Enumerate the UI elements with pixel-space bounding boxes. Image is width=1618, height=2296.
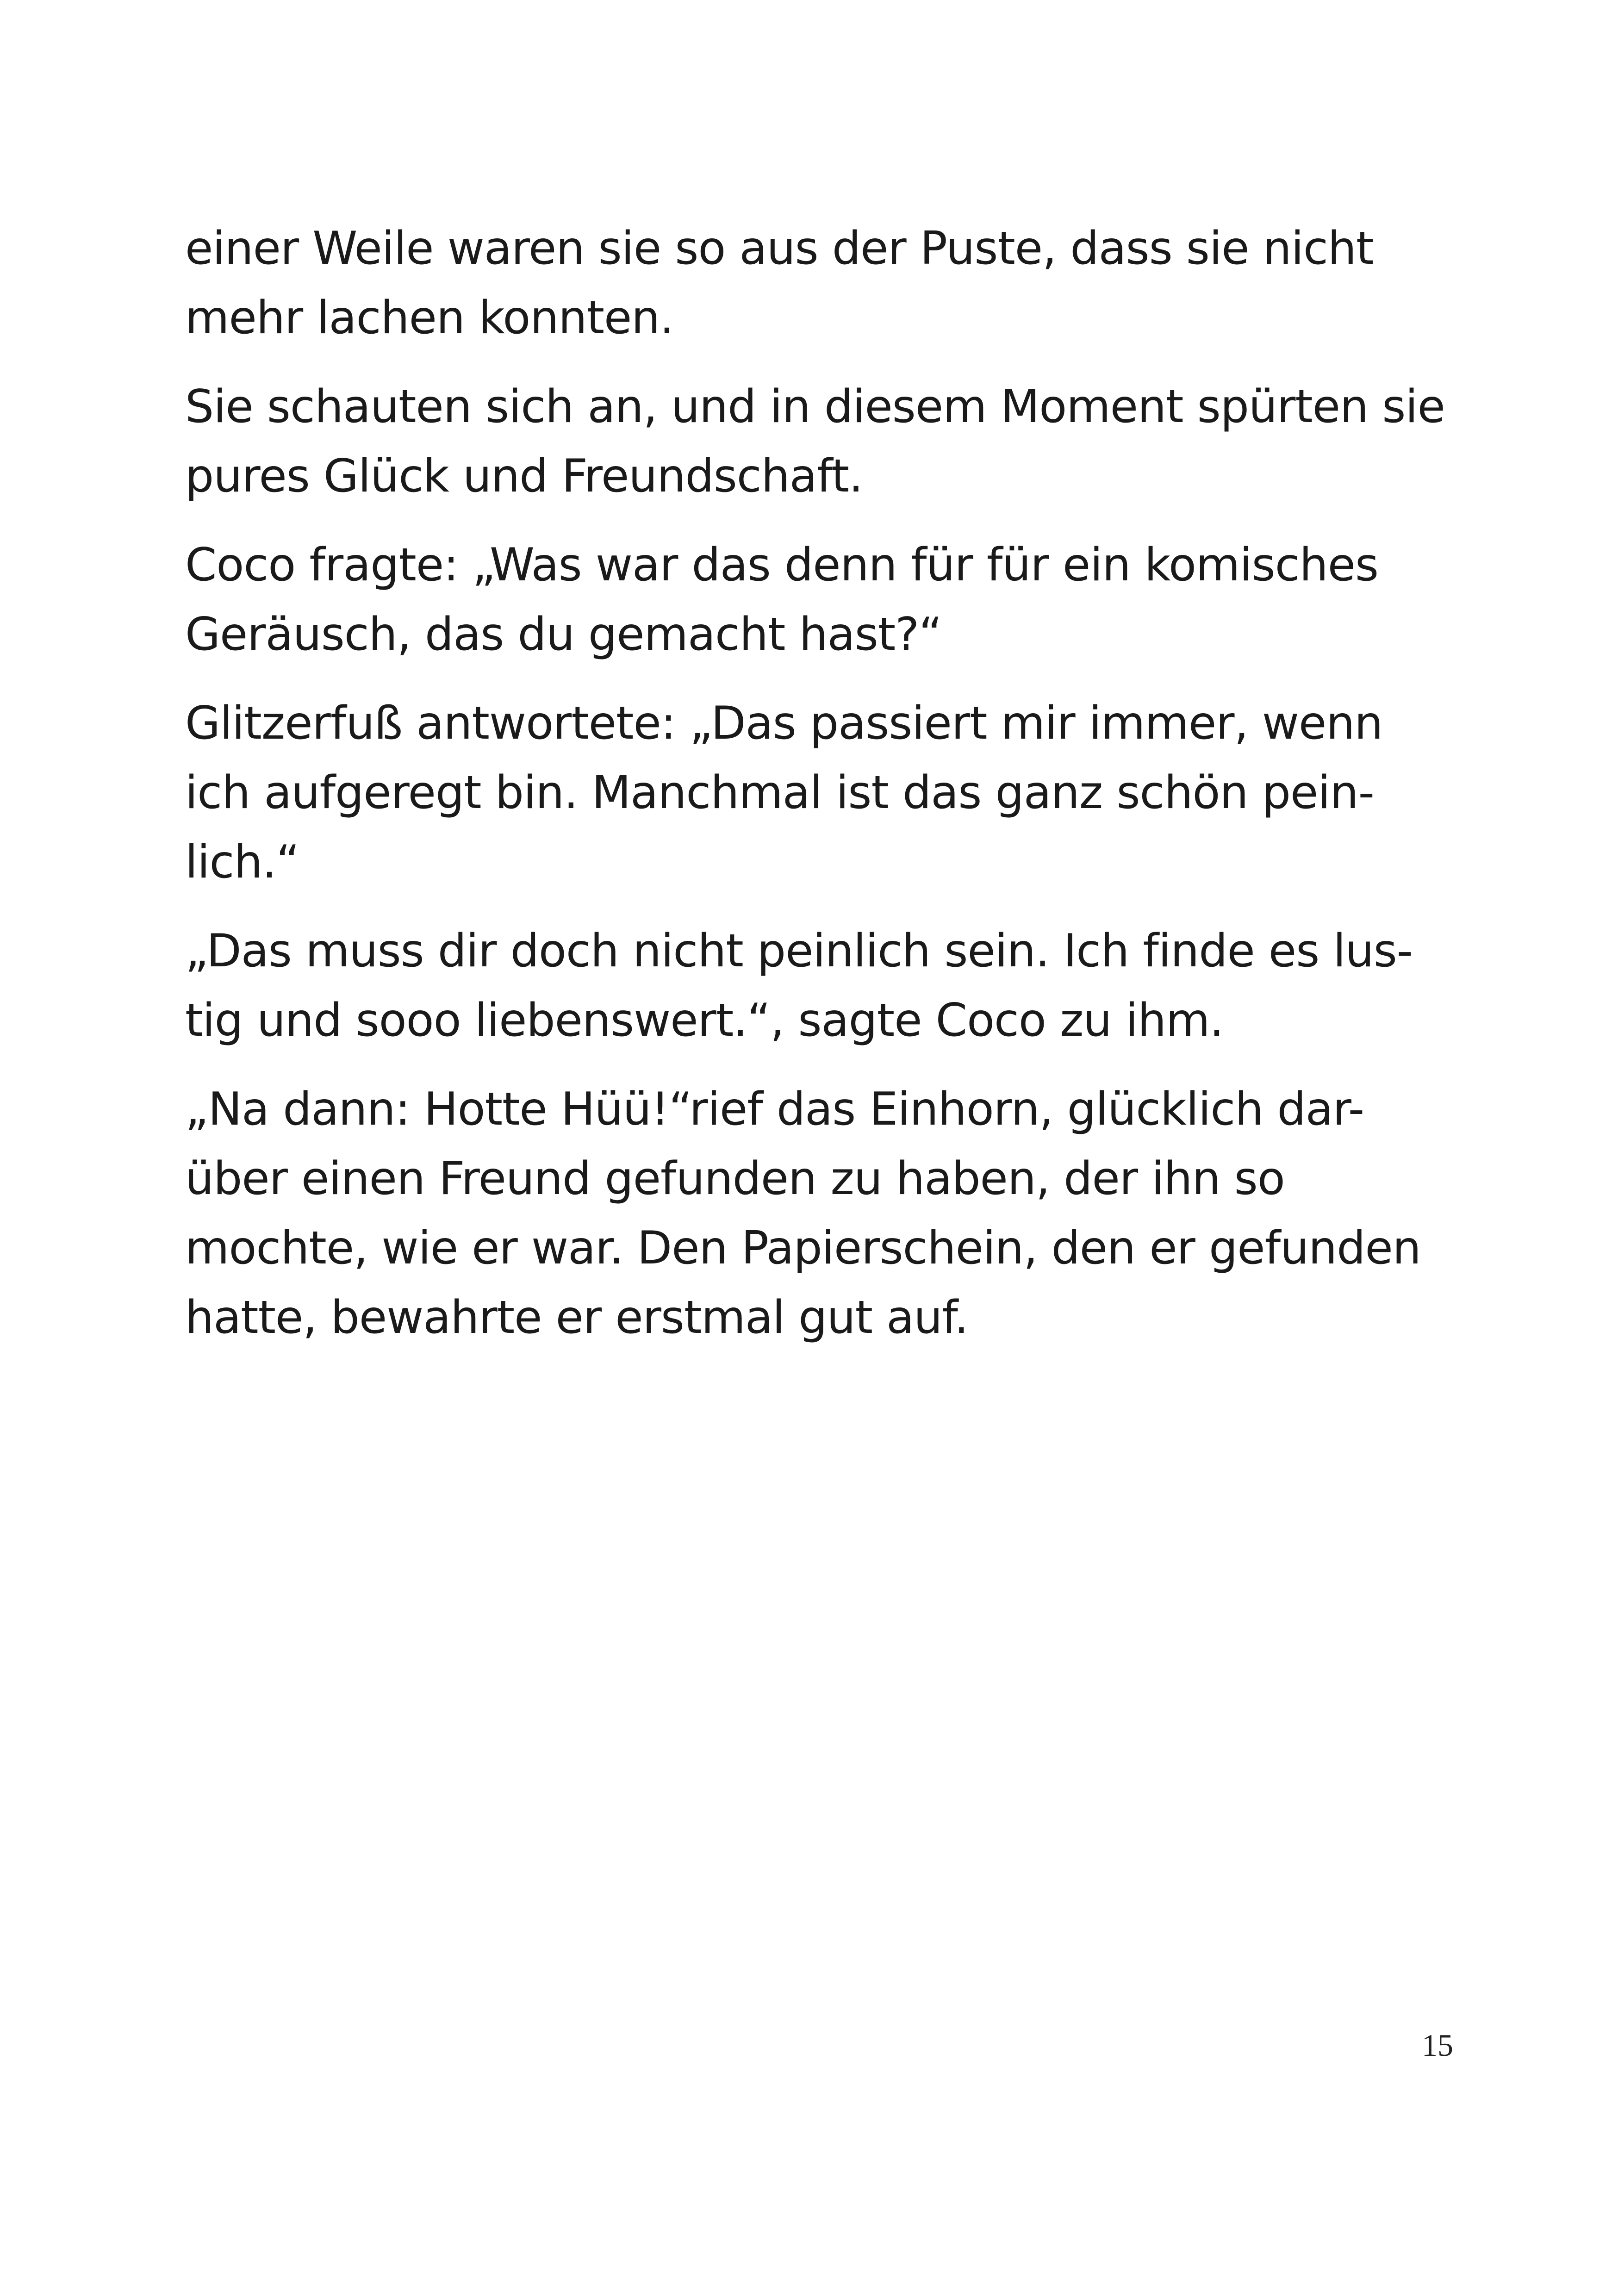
text-line: hatte, bewahrte er erstmal gut auf. [185, 1291, 968, 1344]
text-line: Coco fragte: „Was war das denn für für ein komisches [185, 539, 1379, 591]
text-line: „Na dann: Hotte Hüü!“rief das Einhorn, glücklich dar- [185, 1083, 1364, 1136]
paragraph-1 [185, 214, 1476, 353]
text-line: über einen Freund gefunden zu haben, der ihn so [185, 1152, 1285, 1205]
paragraph-2 [185, 372, 1476, 511]
text-line: Geräusch, das du gemacht hast?“ [185, 608, 942, 661]
page-number: 15 [1422, 2028, 1453, 2063]
text-line: Glitzerfuß antwortete: „Das passiert mir immer, wenn [185, 697, 1383, 750]
text-line: „Das muss dir doch nicht peinlich sein. Ich finde es lus- [185, 925, 1413, 977]
text-line: mochte, wie er war. Den Papierschein, den er gefunden [185, 1222, 1421, 1275]
text-line: ich aufgeregt bin. Manchmal ist das ganz schön pein- [185, 766, 1374, 819]
text-line: lich.“ [185, 836, 299, 889]
text-line: Sie schauten sich an, und in diesem Moment spürten sie [185, 380, 1445, 433]
body-text [185, 214, 1476, 1372]
paragraph-6 [185, 1075, 1476, 1352]
text-line: tig und sooo liebenswert.“, sagte Coco zu ihm. [185, 994, 1224, 1047]
text-line: mehr lachen konnten. [185, 292, 674, 344]
paragraph-5 [185, 916, 1476, 1055]
paragraph-4 [185, 689, 1476, 897]
text-line: einer Weile waren sie so aus der Puste, dass sie nicht [185, 222, 1374, 275]
text-line: pures Glück und Freundschaft. [185, 450, 863, 503]
paragraph-3 [185, 530, 1476, 669]
